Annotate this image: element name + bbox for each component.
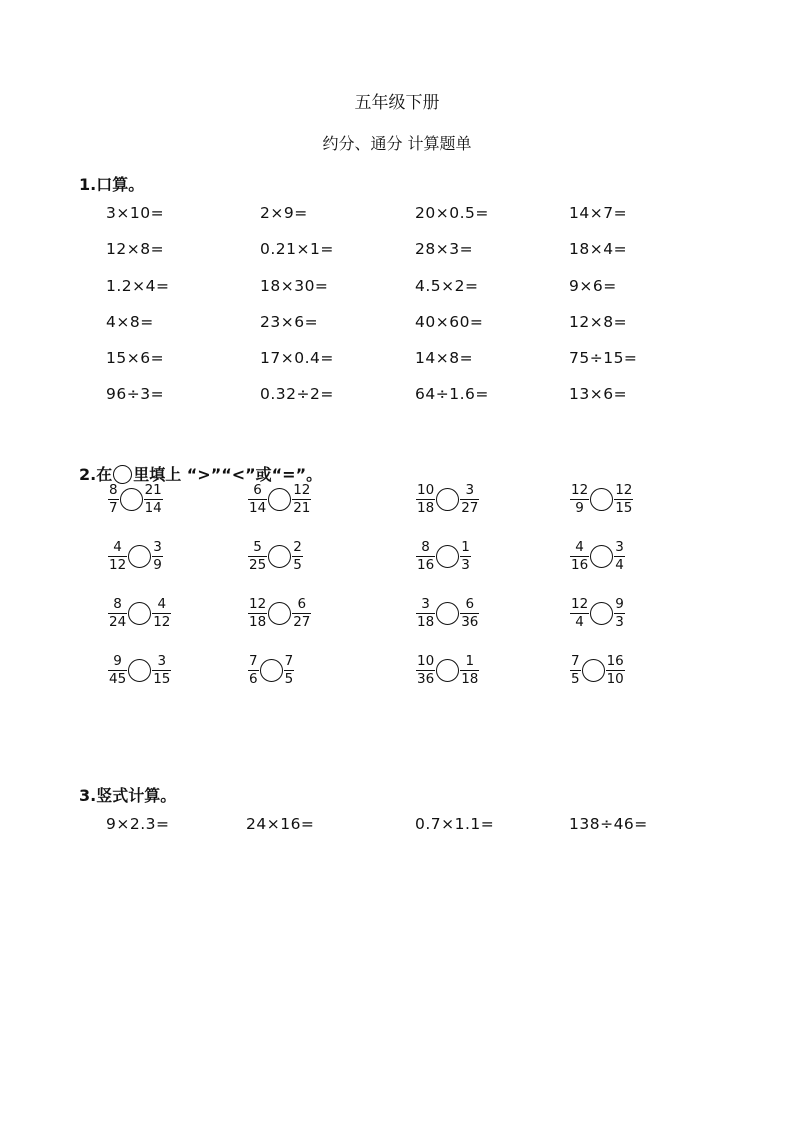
right-fraction xyxy=(460,597,479,630)
left-fraction xyxy=(108,654,127,687)
right-fraction xyxy=(152,654,171,687)
fraction-compare-item xyxy=(108,649,171,691)
right-fraction-denominator: 18 xyxy=(461,670,479,687)
fraction-compare-item xyxy=(570,535,625,577)
fraction-compare-item xyxy=(248,592,311,634)
oral-calc-item: 1.2×4= xyxy=(106,277,170,295)
left-fraction-denominator: 18 xyxy=(417,613,435,630)
left-fraction-denominator: 18 xyxy=(417,499,435,516)
compare-circle-blank[interactable] xyxy=(128,659,151,682)
right-fraction-numerator: 7 xyxy=(284,652,294,669)
right-fraction-numerator: 2 xyxy=(293,538,302,555)
right-fraction-denominator: 9 xyxy=(153,556,162,573)
oral-calc-item: 14×8= xyxy=(415,349,474,367)
compare-circle-blank[interactable] xyxy=(582,659,605,682)
oral-calc-item: 3×10= xyxy=(106,204,165,222)
left-fraction xyxy=(248,483,267,516)
right-fraction xyxy=(144,483,163,516)
vertical-calc-item: 0.7×1.1= xyxy=(415,815,495,833)
section-2-heading-post: 里填上 “>”“<”或“=”。 xyxy=(133,465,323,484)
right-fraction xyxy=(292,597,311,630)
left-fraction-numerator: 10 xyxy=(417,652,435,669)
right-fraction-denominator: 3 xyxy=(461,556,470,573)
left-fraction xyxy=(416,483,435,516)
left-fraction xyxy=(416,654,435,687)
compare-circle-blank[interactable] xyxy=(436,488,459,511)
right-fraction-numerator: 3 xyxy=(157,652,167,669)
fraction-compare-item xyxy=(248,535,303,577)
right-fraction-numerator: 3 xyxy=(465,481,475,498)
compare-circle-blank[interactable] xyxy=(436,545,459,568)
right-fraction-denominator: 27 xyxy=(461,499,479,516)
right-fraction-denominator: 4 xyxy=(615,556,624,573)
right-fraction-denominator: 27 xyxy=(293,613,311,630)
left-fraction xyxy=(570,597,589,630)
compare-circle-blank[interactable] xyxy=(590,488,613,511)
right-fraction-numerator: 6 xyxy=(297,595,307,612)
compare-circle-blank[interactable] xyxy=(436,602,459,625)
right-fraction xyxy=(152,540,163,573)
left-fraction-numerator: 6 xyxy=(253,481,262,498)
page-title: 五年级下册 xyxy=(354,93,440,113)
vertical-calc-item: 24×16= xyxy=(246,815,315,833)
oral-calc-item: 4×8= xyxy=(106,313,154,331)
left-fraction-denominator: 36 xyxy=(417,670,435,687)
right-fraction-numerator: 1 xyxy=(465,652,475,669)
compare-circle-blank[interactable] xyxy=(590,545,613,568)
left-fraction-denominator: 9 xyxy=(575,499,584,516)
oral-calc-item: 40×60= xyxy=(415,313,484,331)
left-fraction xyxy=(248,654,259,687)
left-fraction-numerator: 4 xyxy=(113,538,122,555)
left-fraction-numerator: 3 xyxy=(421,595,430,612)
left-fraction xyxy=(570,540,589,573)
left-fraction-denominator: 4 xyxy=(575,613,584,630)
left-fraction-denominator: 12 xyxy=(109,556,127,573)
fraction-compare-item xyxy=(248,478,311,520)
left-fraction-numerator: 12 xyxy=(571,481,589,498)
left-fraction xyxy=(248,597,267,630)
oral-calc-item: 75÷15= xyxy=(569,349,638,367)
left-fraction-denominator: 16 xyxy=(571,556,589,573)
right-fraction xyxy=(292,483,311,516)
oral-calc-item: 12×8= xyxy=(106,240,165,258)
right-fraction-numerator: 3 xyxy=(615,538,624,555)
left-fraction-numerator: 8 xyxy=(109,481,118,498)
right-fraction xyxy=(614,483,633,516)
right-fraction xyxy=(292,540,303,573)
fraction-compare-item xyxy=(248,649,294,691)
left-fraction xyxy=(108,597,127,630)
right-fraction-denominator: 10 xyxy=(606,670,624,687)
fraction-compare-item xyxy=(570,478,633,520)
section-1-heading: 1.口算。 xyxy=(79,175,145,194)
right-fraction-denominator: 14 xyxy=(144,499,162,516)
left-fraction-numerator: 8 xyxy=(113,595,122,612)
vertical-calc-item: 138÷46= xyxy=(569,815,648,833)
left-fraction xyxy=(570,483,589,516)
left-fraction-numerator: 12 xyxy=(249,595,267,612)
left-fraction-denominator: 45 xyxy=(109,670,127,687)
section-3-heading: 3.竖式计算。 xyxy=(79,786,177,805)
compare-circle-blank[interactable] xyxy=(590,602,613,625)
left-fraction-denominator: 14 xyxy=(249,499,267,516)
right-fraction-numerator: 3 xyxy=(153,538,162,555)
right-fraction-denominator: 12 xyxy=(153,613,171,630)
left-fraction xyxy=(108,540,127,573)
oral-calc-item: 18×4= xyxy=(569,240,628,258)
left-fraction-numerator: 7 xyxy=(571,652,580,669)
right-fraction-denominator: 5 xyxy=(293,556,302,573)
left-fraction xyxy=(416,540,435,573)
left-fraction-numerator: 12 xyxy=(571,595,589,612)
fraction-compare-item xyxy=(108,592,171,634)
fraction-compare-item xyxy=(416,478,479,520)
page-subtitle: 约分、通分 计算题单 xyxy=(322,134,472,153)
right-fraction-numerator: 4 xyxy=(157,595,167,612)
left-fraction-denominator: 25 xyxy=(249,556,267,573)
left-fraction-numerator: 4 xyxy=(575,538,584,555)
vertical-calc-item: 9×2.3= xyxy=(106,815,170,833)
left-fraction-denominator: 5 xyxy=(571,670,580,687)
fraction-compare-item xyxy=(570,592,625,634)
left-fraction-numerator: 9 xyxy=(113,652,122,669)
right-fraction xyxy=(460,483,479,516)
left-fraction-numerator: 8 xyxy=(421,538,430,555)
left-fraction-numerator: 5 xyxy=(253,538,262,555)
right-fraction-denominator: 36 xyxy=(461,613,479,630)
right-fraction-denominator: 5 xyxy=(284,670,294,687)
compare-circle-blank[interactable] xyxy=(268,602,291,625)
right-fraction-denominator: 15 xyxy=(615,499,633,516)
oral-calc-item: 4.5×2= xyxy=(415,277,479,295)
fraction-compare-item xyxy=(108,535,163,577)
fraction-compare-item xyxy=(108,478,163,520)
oral-calc-item: 15×6= xyxy=(106,349,165,367)
fraction-compare-item xyxy=(570,649,625,691)
right-fraction-numerator: 21 xyxy=(144,481,162,498)
left-fraction-denominator: 24 xyxy=(109,613,127,630)
left-fraction xyxy=(248,540,267,573)
oral-calc-item: 28×3= xyxy=(415,240,474,258)
left-fraction-numerator: 7 xyxy=(249,652,258,669)
right-fraction-numerator: 1 xyxy=(461,538,470,555)
fraction-compare-item xyxy=(416,535,471,577)
left-fraction-denominator: 6 xyxy=(249,670,258,687)
left-fraction xyxy=(108,483,119,516)
section-2-heading-pre: 2.在 xyxy=(79,465,113,484)
right-fraction xyxy=(460,540,471,573)
right-fraction xyxy=(614,597,625,630)
right-fraction-denominator: 15 xyxy=(153,670,171,687)
oral-calc-item: 0.32÷2= xyxy=(260,385,334,403)
compare-circle-blank[interactable] xyxy=(268,488,291,511)
right-fraction-denominator: 21 xyxy=(293,499,311,516)
right-fraction xyxy=(284,654,295,687)
compare-circle-blank[interactable] xyxy=(436,659,459,682)
oral-calc-item: 18×30= xyxy=(260,277,329,295)
right-fraction-denominator: 3 xyxy=(615,613,624,630)
oral-calc-item: 12×8= xyxy=(569,313,628,331)
right-fraction xyxy=(152,597,171,630)
compare-circle-blank[interactable] xyxy=(260,659,283,682)
right-fraction-numerator: 12 xyxy=(615,481,633,498)
oral-calc-item: 17×0.4= xyxy=(260,349,334,367)
oral-calc-item: 14×7= xyxy=(569,204,628,222)
oral-calc-item: 64÷1.6= xyxy=(415,385,489,403)
right-fraction-numerator: 12 xyxy=(293,481,311,498)
left-fraction-denominator: 18 xyxy=(249,613,267,630)
compare-circle-blank[interactable] xyxy=(268,545,291,568)
right-fraction xyxy=(614,540,625,573)
right-fraction-numerator: 16 xyxy=(606,652,624,669)
compare-circle-blank[interactable] xyxy=(120,488,143,511)
oral-calc-item: 13×6= xyxy=(569,385,628,403)
left-fraction-denominator: 16 xyxy=(417,556,435,573)
left-fraction xyxy=(416,597,435,630)
right-fraction-numerator: 9 xyxy=(615,595,624,612)
right-fraction-numerator: 6 xyxy=(465,595,475,612)
right-fraction xyxy=(460,654,479,687)
left-fraction-numerator: 10 xyxy=(417,481,435,498)
compare-circle-blank[interactable] xyxy=(128,602,151,625)
oral-calc-item: 0.21×1= xyxy=(260,240,334,258)
left-fraction-denominator: 7 xyxy=(109,499,118,516)
oral-calc-item: 23×6= xyxy=(260,313,319,331)
oral-calc-item: 2×9= xyxy=(260,204,308,222)
oral-calc-item: 9×6= xyxy=(569,277,617,295)
oral-calc-item: 96÷3= xyxy=(106,385,165,403)
compare-circle-blank[interactable] xyxy=(128,545,151,568)
left-fraction xyxy=(570,654,581,687)
oral-calc-item: 20×0.5= xyxy=(415,204,489,222)
right-fraction xyxy=(606,654,625,687)
fraction-compare-item xyxy=(416,649,479,691)
fraction-compare-item xyxy=(416,592,479,634)
